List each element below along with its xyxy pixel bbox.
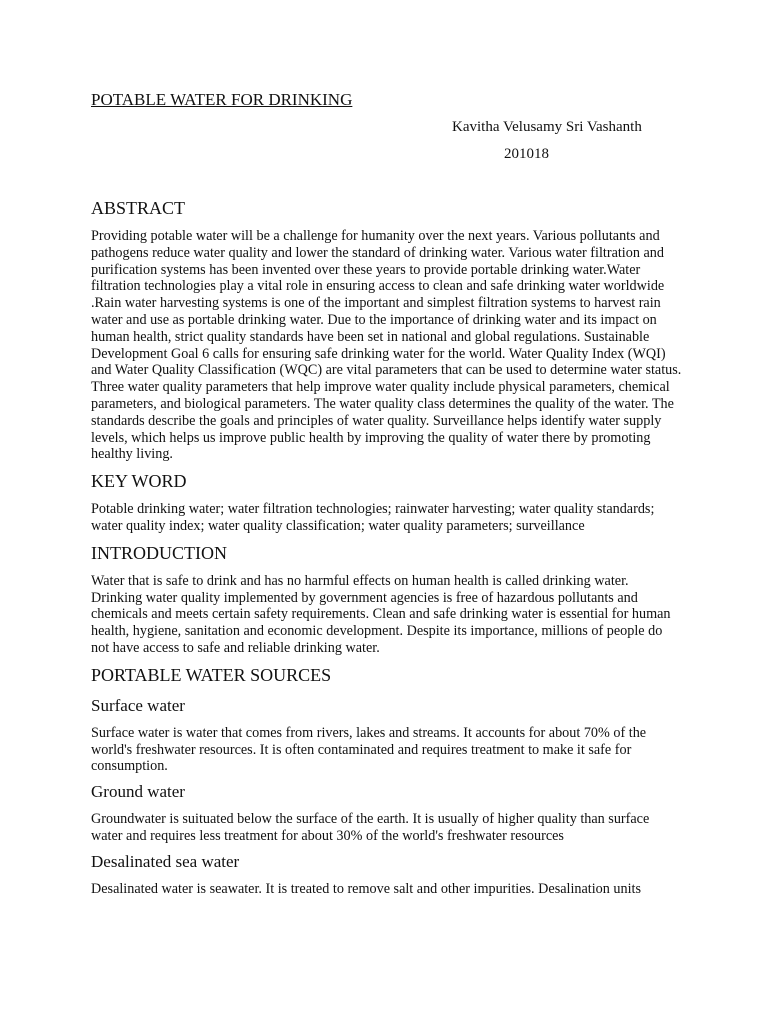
ground-water-heading: Ground water	[91, 782, 185, 802]
surface-water-heading: Surface water	[91, 695, 185, 715]
keyword-heading: KEY WORD	[91, 471, 187, 492]
ground-water-text: Groundwater is suituated below the surface of the earth. It is usually of higher quality than surface water and requires less treatment for about 30% of the world's freshwater resources	[91, 811, 650, 844]
sources-heading: PORTABLE WATER SOURCES	[91, 664, 332, 685]
abstract-heading: ABSTRACT	[91, 198, 186, 218]
document-body	[91, 196, 683, 904]
document-authors: Kavitha Velusamy Sri Vashanth	[452, 119, 642, 135]
abstract-text: Providing potable water will be a challenge for humanity over the next years. Various pollutants and pathogens reduce water quality and lower the standard of drinking water. Various water filtration and purification systems has been invented over these years to provide portable drinking water.Water filtration technologies play a vital role in ensuring access to clean and safe drinking water worldwide .Rain water harvesting systems is one of the important and simplest filtration systems to harvest rain water and use as portable drinking water. Due to the importance of drinking water and its impact on human health, strict quality standards have been set in national and global regulations. Sustainable Development Goal 6 calls for ensuring safe drinking water for the world. Water Quality Index (WQI) and Water Quality Classification (WQC) are vital parameters that can be used to determine water status. Three water quality parameters that help improve water quality include physical parameters, chemical parameters, and biological parameters. The water quality class determines the quality of the water. The standards describe the goals and principles of water quality. Surveillance helps identify water supply levels, which helps us improve public health by improving the quality of water there by promoting healthy living.	[91, 228, 682, 463]
keyword-text: Potable drinking water; water filtration technologies; rainwater harvesting; water quality standards; water quality index; water quality classification; water quality parameters; surveillance	[91, 501, 655, 534]
document-title: POTABLE WATER FOR DRINKING	[91, 90, 353, 109]
introduction-text: Water that is safe to drink and has no harmful effects on human health is called drinking water. Drinking water quality implemented by government agencies is free of hazardous pollutants and chemicals and meets certain safety requirements. Clean and safe drinking water is essential for human health, hygiene, sanitation and economic development. Despite its importance, millions of people do not have access to safe and reliable drinking water.	[91, 572, 671, 656]
desalinated-water-heading: Desalinated sea water	[91, 851, 240, 871]
introduction-heading: INTRODUCTION	[91, 542, 227, 563]
surface-water-text: Surface water is water that comes from rivers, lakes and streams. It accounts for about 70% of the world's freshwater resources. It is often contaminated and requires treatment to make it safe for consumption.	[91, 724, 647, 775]
document-id: 201018	[504, 146, 549, 162]
desalinated-water-text: Desalinated water is seawater. It is treated to remove salt and other impurities. Desalination units	[91, 880, 641, 897]
